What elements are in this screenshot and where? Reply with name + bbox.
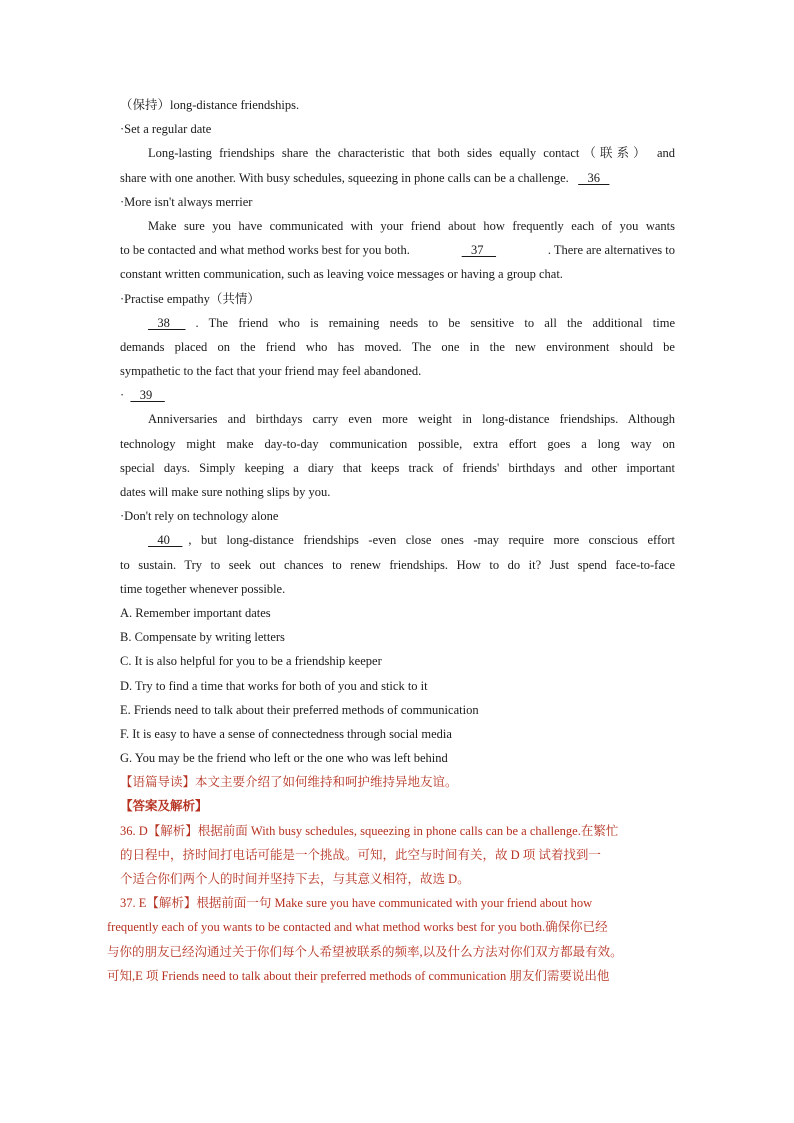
- blank-40: 40: [148, 533, 183, 548]
- option-item: E. Friends need to talk about their preferred methods of communication: [120, 702, 479, 717]
- section-heading: [120, 383, 675, 407]
- blank-38: 38: [148, 315, 186, 330]
- text-line: constant written communication, such as leaving voice messages or having a group chat.: [120, 267, 563, 282]
- answer-36-line: 36. D【解析】根据前面 With busy schedules, squeezing in phone calls can be a challenge.在繁忙: [120, 823, 619, 838]
- text-line: [120, 311, 675, 335]
- text-line: （保持）long-distance friendships.: [120, 98, 300, 112]
- text-line: Make sure you have communicated with your friend about how frequently each of you wants: [148, 218, 675, 233]
- blank-39: 39: [130, 388, 165, 403]
- blank-37: 37: [461, 243, 497, 258]
- text-span: . There are alternatives to: [547, 243, 675, 258]
- text-span: , but long-distance friendships -even close ones -may require more conscious effort: [188, 533, 675, 548]
- text-line: sympathetic to the fact that your friend may feel abandoned.: [120, 364, 422, 379]
- option-item: D. Try to find a time that works for both of you and stick to it: [120, 678, 428, 693]
- section-heading: ·Practise empathy（共情）: [120, 291, 260, 306]
- option-item: G. You may be the friend who left or the one who was left behind: [120, 751, 448, 766]
- text-line: time together whenever possible.: [120, 581, 286, 596]
- option-item: F. It is easy to have a sense of connectedness through social media: [120, 726, 452, 741]
- answer-header: 【答案及解析】: [120, 799, 208, 814]
- text-line: dates will make sure nothing slips by you.: [120, 485, 331, 499]
- section-heading: ·Set a regular date: [120, 122, 212, 137]
- text-span: . The friend who is remaining needs to be sensitive to all the additional time: [195, 315, 675, 330]
- option-item: B. Compensate by writing letters: [120, 630, 285, 645]
- text-line: [120, 166, 675, 190]
- text-line: technology might make day-to-day communication possible, extra effort goes a long way on: [120, 436, 675, 451]
- answer-37-line: 可知,E 项 Friends need to talk about their preferred methods of communication 朋友们需要说出他: [107, 968, 610, 983]
- text-line: Anniversaries and birthdays carry even more weight in long-distance friendships. Although: [148, 412, 675, 427]
- option-item: A. Remember important dates: [120, 605, 271, 620]
- text-line: [120, 528, 675, 552]
- bullet: ·: [120, 388, 125, 403]
- option-item: C. It is also helpful for you to be a friendship keeper: [120, 654, 382, 669]
- text-span: to be contacted and what method works best for you both.: [120, 243, 410, 258]
- text-line: to sustain. Try to seek out chances to renew friendships. How to do it? Just spend face-to-face: [120, 557, 675, 572]
- text-line: demands placed on the friend who has moved. The one in the new environment should be: [120, 339, 675, 354]
- text-line: special days. Simply keeping a diary that keeps track of friends' birthdays and other important: [120, 460, 675, 475]
- answer-37-line: frequently each of you wants to be contacted and what method works best for you both.确保你已经: [107, 920, 608, 935]
- text-line: [120, 238, 675, 262]
- section-heading: ·Don't rely on technology alone: [120, 509, 279, 524]
- text-span: share with one another. With busy schedules, squeezing in phone calls can be a challenge.: [120, 170, 569, 185]
- answer-36-line: 的日程中，挤时间打电话可能是一个挑战。可知，此空与时间有关，故 D 项 试着找到一: [120, 847, 601, 862]
- answer-36-line: 个适合你们两个人的时间并坚持下去，与其意义相符，故选 D。: [120, 872, 470, 886]
- reading-guide: 【语篇导读】本文主要介绍了如何维持和呵护维持异地友谊。: [120, 775, 458, 790]
- document-page: [107, 93, 675, 988]
- answer-37-line: 37. E【解析】根据前面一句 Make sure you have communicated with your friend about how: [120, 896, 593, 911]
- blank-36: 36: [578, 170, 610, 185]
- answer-37-line: 与你的朋友已经沟通过关于你们每个人希望被联系的频率,以及什么方法对你们双方都最有效。: [107, 944, 623, 959]
- text-line: Long-lasting friendships share the characteristic that both sides equally contact（联系） and: [148, 146, 675, 161]
- section-heading: ·More isn't always merrier: [120, 194, 253, 209]
